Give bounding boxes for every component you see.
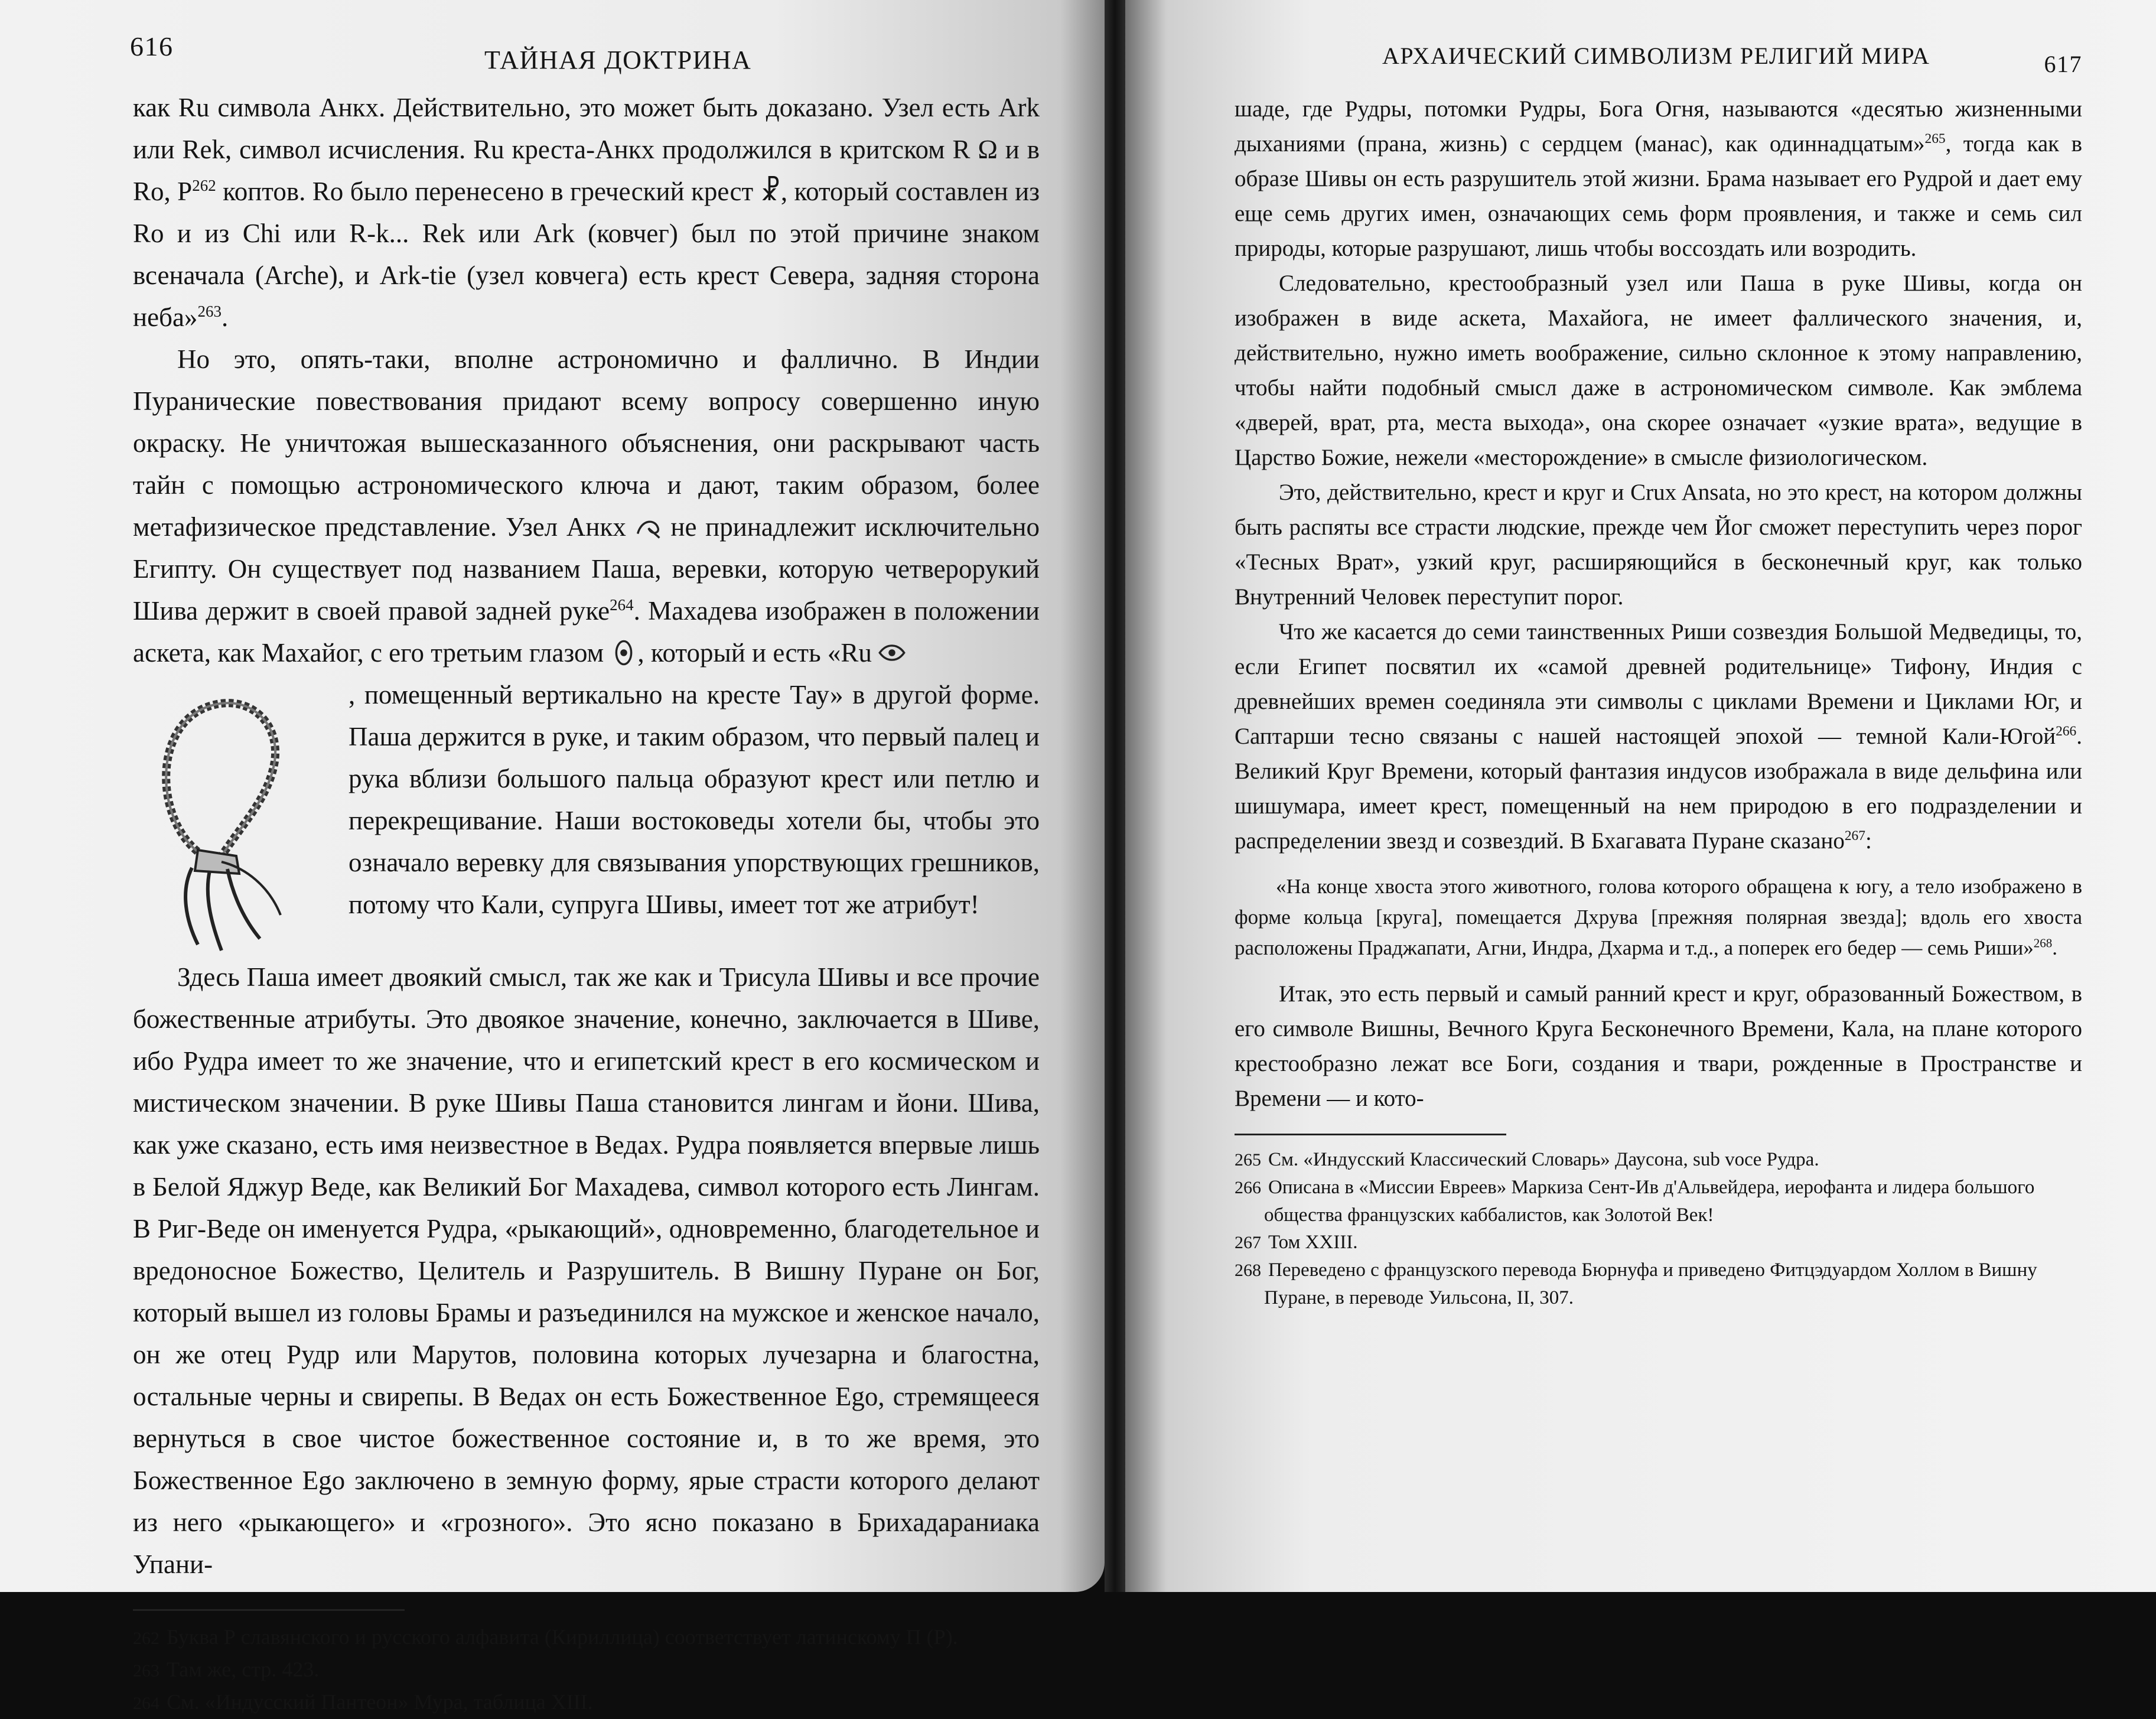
footnote-divider [133,1609,405,1611]
footnote: 266 Описана в «Миссии Евреев» Маркиза Сент-Ив д'Альвейдера, иерофанта и лидера большого общества французских каббалистов, как Золотой Век! [1235,1177,2035,1226]
right-page [1125,0,2156,1592]
footnote: 264 См. «Индусский Пантеон» Мура, таблица XIII. [133,1690,593,1714]
third-eye-icon [610,639,637,666]
rope-paragraph: , помещенный вертикально на кресте Тау» в другой форме. Паша держится в руке, и таким образом, что первый палец и рука вблизи большого пальца образуют крест или петлю и перекрещивание. Наши востоковеды хотели бы, чтобы это означало веревку для связывания упорствующих грешников, потому что Кали, супруга Шивы, имеет тот же атрибут! [133,674,1040,926]
running-head: ТАЙНАЯ ДОКТРИНА [484,45,752,74]
right-footnotes [1235,1146,2082,1311]
footnote: 268 Переведено с французского перевода Бюрнуфа и приведено Фитцэдуардом Холлом в Вишну Пуране, в переводе Уильсона, II, 307. [1235,1259,2037,1308]
footnote-divider [1235,1134,1506,1135]
paragraph: как Ru символа Анкх. Действительно, это может быть доказано. Узел есть Ark или Rek, символ исчисления. Ru креста-Анкх продолжился в критском R Ω и в Ro, $P^{262}$ коптов. Ro было перенесено в греческий крест ☧, который составлен из Ro и из Chi или R-k... Rek или Ark (ковчег) был по этой причине знаком всеначала (Arche), и Ark-tie (узел ковчега) есть крест Севера, задняя сторона неба»$^{263}$. [133,93,1040,332]
page-number: 616 [130,31,174,61]
left-footnotes [133,1622,1040,1719]
footnote: 267 Том XXIII. [1235,1232,1358,1253]
paragraph: Здесь Паша имеет двоякий смысл, так же как и Трисула Шивы и все прочие божественные атрибуты. Это двоякое значение, конечно, заключается в Шиве, ибо Рудра имеет то же значение, что и египетский крест в его космическом и мистическом значении. В руке Шивы Паша становится лингам и йони. Шива, как уже сказано, есть имя неизвестное в Ведах. Рудра появляется впервые лишь в Белой Яджур Веде, как Великий Бог Махадева, символ которого есть Лингам. В Риг-Веде он именуется Рудра, «рыкающий», одновременно, благодетельное и вредоносное Божество, Целитель и Разрушитель. В Вишну Пуране он Бог, который вышел из головы Брамы и разъединился на мужское и женское начало, он же отец Рудр или Марутов, половина которых лучезарна и благостна, остальные черны и свирепы. В Ведах он есть Божественное Ego, стремящееся вернуться в свое чистое божественное состояние и, в то же время, это Божественное Ego заключено в земную форму, ярые страсти которого делают из него «рыкающего» и «грозного». Это ясно показано в Брихадараниака Упани- [133,962,1040,1579]
paragraph: Итак, это есть первый и самый ранний крест и круг, образованный Божеством, в его символе Вишны, Вечного Круга Бесконечного Времени, Кала, на плане которого крестообразно лежат все Боги, создания и твари, рожденные в Пространстве и Времени — и кото- [1235,981,2082,1111]
running-head: АРХАИЧЕСКИЙ СИМВОЛИЗМ РЕЛИГИЙ МИРА [1382,43,1930,69]
ankh-knot-icon [635,513,662,541]
book-gutter [1105,0,1125,1592]
footnote: 262 Буква Р славянского и русского алфавита (Кириллица) соответствует латинскому П (Р). [133,1625,958,1649]
footnote-ref: 266 [2056,723,2077,739]
footnote-ref: 263 [197,302,222,320]
footnote-ref: 268 [2033,936,2053,950]
rope-noose-illustration [133,679,334,956]
left-page-header [130,31,1040,87]
right-page-body [1235,92,2082,1116]
footnote: 265 См. «Индусский Классический Словарь» Даусона, sub voce Рудра. [1235,1149,1819,1170]
block-quote: «На конце хвоста этого животного, голова которого обращена к югу, а тело изображено в форме кольца [круга], помещается Дхрува [прежняя полярная звезда]; вдоль его хвоста расположены Праджапати, Агни, Индра, Дхарма и т.д., а поперек его бедер — семь Риши»$^{268}$. [1235,875,2082,959]
right-page-header [1235,21,2082,92]
paragraph: Это, действительно, крест и круг и Crux Ansata, но это крест, на котором должны быть распяты все страсти людские, прежде чем Йог сможет переступить через порог «Тесных Врат», узкий круг, расширяющийся в бесконечный круг, как только Внутренний Человек переступит порог. [1235,480,2082,610]
footnote-ref: 262 [192,176,216,194]
page-number: 617 [2044,51,2082,77]
footnote-ref: 265 [1924,131,1946,146]
footnote-ref: 267 [1844,828,1865,844]
paragraph: шаде, где Рудры, потомки Рудры, Бога Огня, называются «десятью жизненными дыханиями (прана, жизнь) с сердцем (манас), как одиннадцатым»$^{265}$, тогда как в образе Шивы он есть разрушитель этой жизни. Брама называет его Рудрой и дает ему еще семь других имен, означающих семь форм проявления, и также и семь сил природы, которые разрушают, лишь чтобы воссоздать или возродить. [1235,96,2082,261]
paragraph: Следовательно, крестообразный узел или Паша в руке Шивы, когда он изображен в виде аскета, Махайога, не имеет фаллического значения, и, действительно, нужно иметь воображение, сильно склонное к этому направлению, чтобы найти подобный смысл даже в астрономическом символе. Как эмблема «дверей, врат, рта, места выхода», она скорее означает «узкие врата», ведущие в Царство Божие, нежели «месторождение» в смысле физиологическом. [1235,271,2082,470]
footnote: 263 Там же, стр. 423. [133,1658,320,1681]
eye-icon [878,639,906,666]
paragraph: Но это, опять-таки, вполне астрономично и фаллично. В Индии Пуранические повествования придают всему вопросу совершенно иную окраску. Не уничтожая вышесказанного объяснения, они раскрывают часть тайн с помощью астрономического ключа и дают, таким образом, более метафизическое представление. Узел Анкх не принадлежит исключительно Египту. Он существует под названием Паша, веревки, которую четверорукий Шива держит в своей правой задней руке$^{264}$. Махадева изображен в положении аскета, как Махайог, с его третьим глазом , который и есть «Ru [133,344,1040,668]
footnote-ref: 264 [610,595,634,614]
left-page-body [133,87,1040,1585]
paragraph: Что же касается до семи таинственных Риши созвездия Большой Медведицы, то, если Египет посвятил их «самой древней родительнице» Тифону, Индия с древнейших времен соединяла эти символы с циклами Времени и Циклами Юг, и Саптарши тесно связаны с нашей настоящей эпохой — темной Кали-Югой$^{266}$. Великий Круг Времени, который фантазия индусов изображала в виде дельфина или шишумара, имеет крест, помещенный на нем природою в его подразделении и распределении звезд и созвездий. В Бхагавата Пуране сказано$^{267}$: [1235,619,2082,854]
